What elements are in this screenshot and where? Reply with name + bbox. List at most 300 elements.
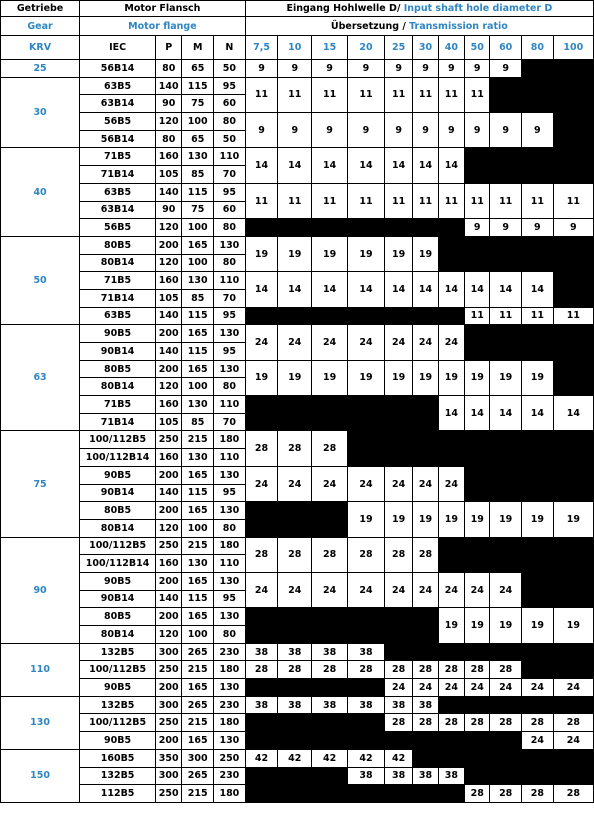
shaft-diameter-cell: 14 (348, 148, 385, 183)
table-row (1, 431, 594, 449)
flange-n: 130 (214, 325, 246, 343)
not-available-cell (245, 732, 278, 750)
shaft-diameter-cell: 28 (465, 661, 490, 679)
shaft-diameter-cell: 14 (553, 396, 593, 431)
not-available-cell (553, 767, 593, 785)
not-available-cell (438, 236, 464, 271)
not-available-cell (245, 396, 278, 431)
not-available-cell (348, 431, 385, 466)
not-available-cell (465, 732, 490, 750)
shaft-diameter-cell: 24 (278, 572, 312, 607)
not-available-cell (312, 714, 348, 732)
not-available-cell (465, 749, 490, 767)
not-available-cell (490, 749, 522, 767)
shaft-diameter-cell: 38 (278, 643, 312, 661)
shaft-diameter-cell: 14 (438, 148, 464, 183)
header-ratio: 60 (490, 36, 522, 60)
flange-iec: 63B5 (80, 183, 156, 201)
flange-m: 100 (182, 113, 214, 131)
not-available-cell (348, 714, 385, 732)
shaft-diameter-cell: 24 (278, 466, 312, 501)
flange-m: 75 (182, 95, 214, 113)
header-input-shaft-en: Input shaft hole diameter D (403, 3, 553, 14)
flange-iec: 71B5 (80, 396, 156, 414)
shaft-diameter-cell: 19 (278, 360, 312, 395)
shaft-diameter-cell: 19 (384, 236, 412, 271)
flange-n: 60 (214, 201, 246, 219)
not-available-cell (553, 236, 593, 271)
shaft-diameter-cell: 9 (465, 219, 490, 237)
not-available-cell (348, 732, 385, 750)
shaft-diameter-cell: 19 (348, 236, 385, 271)
flange-m: 85 (182, 166, 214, 184)
flange-p: 160 (156, 272, 182, 290)
shaft-diameter-cell: 38 (438, 767, 464, 785)
flange-iec: 90B14 (80, 343, 156, 361)
header-ratio: 20 (348, 36, 385, 60)
flange-p: 80 (156, 60, 182, 78)
header-motor-flansch: Motor Flansch (80, 1, 246, 17)
flange-n: 95 (214, 343, 246, 361)
flange-m: 215 (182, 537, 214, 555)
flange-n: 130 (214, 466, 246, 484)
shaft-diameter-cell: 19 (245, 360, 278, 395)
shaft-diameter-cell: 42 (245, 749, 278, 767)
flange-n: 130 (214, 608, 246, 626)
not-available-cell (490, 466, 522, 501)
shaft-diameter-cell: 28 (490, 661, 522, 679)
shaft-diameter-cell: 24 (348, 466, 385, 501)
not-available-cell (278, 396, 312, 431)
not-available-cell (438, 749, 464, 767)
flange-iec: 90B5 (80, 325, 156, 343)
not-available-cell (348, 219, 385, 237)
not-available-cell (312, 785, 348, 803)
shaft-diameter-cell: 19 (465, 502, 490, 537)
shaft-diameter-cell: 24 (490, 679, 522, 697)
flange-m: 165 (182, 466, 214, 484)
gear-size: 110 (1, 643, 80, 696)
table-row (1, 77, 594, 95)
not-available-cell (384, 396, 412, 431)
shaft-diameter-cell: 11 (384, 77, 412, 112)
flange-m: 85 (182, 413, 214, 431)
not-available-cell (553, 272, 593, 307)
flange-p: 140 (156, 307, 182, 325)
shaft-diameter-cell: 19 (438, 360, 464, 395)
not-available-cell (312, 219, 348, 237)
flange-iec: 90B5 (80, 466, 156, 484)
not-available-cell (384, 307, 412, 325)
flange-p: 120 (156, 626, 182, 644)
not-available-cell (522, 643, 554, 661)
not-available-cell (465, 325, 490, 360)
flange-iec: 100/112B5 (80, 661, 156, 679)
flange-iec: 71B5 (80, 272, 156, 290)
shaft-diameter-cell: 24 (348, 572, 385, 607)
flange-p: 160 (156, 449, 182, 467)
flange-m: 115 (182, 77, 214, 95)
flange-m: 130 (182, 272, 214, 290)
flange-p: 120 (156, 219, 182, 237)
shaft-diameter-cell: 19 (348, 502, 385, 537)
gear-size: 63 (1, 325, 80, 431)
shaft-diameter-cell: 19 (522, 502, 554, 537)
not-available-cell (384, 219, 412, 237)
shaft-diameter-cell: 28 (245, 431, 278, 466)
not-available-cell (413, 643, 438, 661)
gear-size: 75 (1, 431, 80, 537)
flange-p: 140 (156, 343, 182, 361)
table-row (1, 714, 594, 732)
shaft-diameter-cell: 11 (278, 183, 312, 218)
not-available-cell (465, 696, 490, 714)
shaft-diameter-cell: 9 (438, 60, 464, 78)
flange-iec: 71B5 (80, 148, 156, 166)
shaft-diameter-cell: 19 (438, 608, 464, 643)
flange-n: 180 (214, 431, 246, 449)
flange-p: 140 (156, 183, 182, 201)
not-available-cell (384, 732, 412, 750)
flange-n: 180 (214, 714, 246, 732)
shaft-diameter-cell: 24 (245, 466, 278, 501)
shaft-diameter-cell: 9 (348, 113, 385, 148)
header-col-m: M (182, 36, 214, 60)
not-available-cell (245, 679, 278, 697)
shaft-diameter-cell: 11 (348, 77, 385, 112)
not-available-cell (438, 732, 464, 750)
shaft-diameter-cell: 28 (413, 714, 438, 732)
shaft-diameter-cell: 28 (553, 714, 593, 732)
flange-n: 50 (214, 130, 246, 148)
shaft-diameter-cell: 19 (384, 502, 412, 537)
flange-m: 100 (182, 519, 214, 537)
flange-n: 130 (214, 502, 246, 520)
shaft-diameter-cell: 24 (438, 572, 464, 607)
flange-m: 85 (182, 289, 214, 307)
shaft-diameter-cell: 14 (245, 148, 278, 183)
header-transmission-ratio-en: Transmission ratio (409, 20, 508, 32)
table-row (1, 537, 594, 555)
header-krv: KRV (1, 36, 80, 60)
shaft-diameter-cell: 19 (490, 608, 522, 643)
shaft-diameter-cell: 19 (490, 502, 522, 537)
flange-n: 180 (214, 661, 246, 679)
not-available-cell (245, 307, 278, 325)
flange-n: 80 (214, 113, 246, 131)
flange-p: 200 (156, 572, 182, 590)
gear-size: 150 (1, 749, 80, 802)
shaft-diameter-cell: 24 (413, 466, 438, 501)
flange-m: 165 (182, 572, 214, 590)
flange-p: 105 (156, 289, 182, 307)
flange-p: 300 (156, 643, 182, 661)
shaft-diameter-cell: 42 (312, 749, 348, 767)
flange-n: 110 (214, 148, 246, 166)
shaft-diameter-cell: 28 (348, 537, 385, 572)
flange-m: 165 (182, 236, 214, 254)
shaft-diameter-cell: 24 (348, 325, 385, 360)
shaft-diameter-cell: 19 (384, 360, 412, 395)
flange-iec: 80B14 (80, 254, 156, 272)
table-row (1, 272, 594, 290)
flange-m: 165 (182, 732, 214, 750)
shaft-diameter-cell: 19 (413, 360, 438, 395)
shaft-diameter-cell: 24 (522, 732, 554, 750)
shaft-diameter-cell: 19 (438, 502, 464, 537)
shaft-diameter-cell: 42 (348, 749, 385, 767)
shaft-diameter-cell: 38 (413, 696, 438, 714)
flange-p: 200 (156, 732, 182, 750)
gear-size: 50 (1, 236, 80, 324)
header-col-p: P (156, 36, 182, 60)
flange-iec: 100/112B5 (80, 431, 156, 449)
table-row (1, 643, 594, 661)
not-available-cell (438, 537, 464, 572)
flange-p: 140 (156, 484, 182, 502)
flange-p: 250 (156, 785, 182, 803)
table-row (1, 572, 594, 590)
not-available-cell (465, 466, 490, 501)
shaft-diameter-cell: 28 (438, 714, 464, 732)
flange-n: 110 (214, 555, 246, 573)
flange-m: 115 (182, 183, 214, 201)
flange-p: 90 (156, 201, 182, 219)
not-available-cell (413, 732, 438, 750)
table-row (1, 219, 594, 237)
shaft-diameter-cell: 9 (312, 60, 348, 78)
header-ratio: 100 (553, 36, 593, 60)
not-available-cell (384, 608, 412, 643)
flange-m: 215 (182, 785, 214, 803)
header-ratio: 7,5 (245, 36, 278, 60)
shaft-diameter-cell: 24 (312, 466, 348, 501)
not-available-cell (522, 767, 554, 785)
flange-m: 165 (182, 502, 214, 520)
not-available-cell (553, 360, 593, 395)
shaft-diameter-cell: 38 (312, 696, 348, 714)
table-row (1, 785, 594, 803)
header-input-shaft-de: Eingang Hohlwelle D/ (286, 3, 404, 14)
not-available-cell (245, 714, 278, 732)
shaft-diameter-cell: 28 (465, 714, 490, 732)
shaft-diameter-cell: 11 (245, 77, 278, 112)
table-row (1, 502, 594, 520)
shaft-diameter-cell: 28 (522, 714, 554, 732)
flange-p: 350 (156, 749, 182, 767)
shaft-diameter-cell: 19 (312, 360, 348, 395)
shaft-diameter-cell: 38 (312, 643, 348, 661)
shaft-diameter-cell: 9 (522, 219, 554, 237)
header-transmission-ratio (245, 17, 593, 36)
not-available-cell (522, 148, 554, 183)
shaft-diameter-cell: 11 (312, 77, 348, 112)
flange-m: 215 (182, 431, 214, 449)
flange-iec: 100/112B14 (80, 555, 156, 573)
flange-iec: 71B14 (80, 289, 156, 307)
flange-iec: 160B5 (80, 749, 156, 767)
not-available-cell (413, 307, 438, 325)
shaft-diameter-cell: 28 (278, 537, 312, 572)
shaft-diameter-cell: 19 (465, 360, 490, 395)
table-row (1, 608, 594, 626)
flange-m: 130 (182, 396, 214, 414)
not-available-cell (348, 679, 385, 697)
not-available-cell (245, 608, 278, 643)
flange-p: 105 (156, 413, 182, 431)
flange-n: 80 (214, 519, 246, 537)
flange-n: 80 (214, 378, 246, 396)
flange-m: 300 (182, 749, 214, 767)
not-available-cell (522, 325, 554, 360)
flange-iec: 80B5 (80, 236, 156, 254)
shaft-diameter-cell: 24 (465, 679, 490, 697)
shaft-diameter-cell: 14 (490, 396, 522, 431)
flange-iec: 100/112B5 (80, 537, 156, 555)
shaft-diameter-cell: 24 (245, 572, 278, 607)
not-available-cell (312, 307, 348, 325)
flange-n: 70 (214, 289, 246, 307)
shaft-diameter-cell: 28 (278, 431, 312, 466)
flange-n: 95 (214, 77, 246, 95)
shaft-diameter-cell: 38 (278, 696, 312, 714)
header-ratio: 25 (384, 36, 412, 60)
table-row (1, 749, 594, 767)
shaft-diameter-cell: 14 (413, 272, 438, 307)
flange-n: 110 (214, 272, 246, 290)
shaft-diameter-cell: 14 (245, 272, 278, 307)
not-available-cell (465, 537, 490, 572)
flange-m: 215 (182, 714, 214, 732)
table-row (1, 148, 594, 166)
not-available-cell (522, 572, 554, 607)
not-available-cell (278, 785, 312, 803)
shaft-diameter-cell: 9 (553, 219, 593, 237)
flange-p: 200 (156, 236, 182, 254)
shaft-diameter-cell: 9 (245, 113, 278, 148)
table-row (1, 183, 594, 201)
not-available-cell (465, 643, 490, 661)
shaft-diameter-cell: 14 (384, 148, 412, 183)
flange-n: 230 (214, 767, 246, 785)
flange-m: 100 (182, 254, 214, 272)
not-available-cell (553, 749, 593, 767)
shaft-diameter-cell: 19 (522, 608, 554, 643)
shaft-diameter-cell: 14 (522, 272, 554, 307)
not-available-cell (278, 307, 312, 325)
table-row (1, 360, 594, 378)
flange-n: 70 (214, 166, 246, 184)
gear-size: 30 (1, 77, 80, 148)
shaft-diameter-cell: 38 (245, 643, 278, 661)
header-ratio: 30 (413, 36, 438, 60)
flange-p: 200 (156, 679, 182, 697)
shaft-diameter-cell: 19 (413, 236, 438, 271)
not-available-cell (522, 466, 554, 501)
shaft-diameter-cell: 9 (278, 60, 312, 78)
flange-m: 115 (182, 484, 214, 502)
flange-p: 140 (156, 590, 182, 608)
header-col-n: N (214, 36, 246, 60)
table-row (1, 696, 594, 714)
flange-m: 215 (182, 661, 214, 679)
flange-m: 100 (182, 219, 214, 237)
flange-iec: 63B14 (80, 201, 156, 219)
shaft-diameter-cell: 28 (465, 785, 490, 803)
shaft-diameter-cell: 38 (348, 696, 385, 714)
shaft-diameter-cell: 28 (312, 431, 348, 466)
flange-iec: 56B5 (80, 219, 156, 237)
shaft-diameter-cell: 11 (438, 183, 464, 218)
shaft-diameter-cell: 11 (553, 183, 593, 218)
flange-iec: 71B14 (80, 413, 156, 431)
flange-iec: 80B14 (80, 378, 156, 396)
shaft-diameter-cell: 14 (465, 396, 490, 431)
flange-iec: 90B5 (80, 679, 156, 697)
flange-iec: 56B14 (80, 60, 156, 78)
table-row (1, 325, 594, 343)
not-available-cell (490, 537, 522, 572)
flange-iec: 100/112B14 (80, 449, 156, 467)
shaft-diameter-cell: 24 (438, 325, 464, 360)
shaft-diameter-cell: 24 (384, 679, 412, 697)
gear-size: 90 (1, 537, 80, 643)
flange-n: 180 (214, 537, 246, 555)
not-available-cell (553, 696, 593, 714)
flange-n: 95 (214, 307, 246, 325)
not-available-cell (522, 431, 554, 466)
shaft-diameter-cell: 24 (553, 679, 593, 697)
flange-n: 95 (214, 183, 246, 201)
not-available-cell (465, 431, 490, 466)
shaft-diameter-cell: 28 (384, 661, 412, 679)
not-available-cell (553, 466, 593, 501)
shaft-diameter-cell: 24 (413, 325, 438, 360)
flange-n: 230 (214, 696, 246, 714)
shaft-diameter-cell: 9 (312, 113, 348, 148)
flange-m: 65 (182, 130, 214, 148)
shaft-diameter-cell: 38 (348, 767, 385, 785)
shaft-diameter-cell: 28 (384, 537, 412, 572)
shaft-diameter-cell: 14 (465, 272, 490, 307)
not-available-cell (490, 431, 522, 466)
not-available-cell (553, 148, 593, 183)
shaft-diameter-cell: 14 (490, 272, 522, 307)
flange-p: 90 (156, 95, 182, 113)
shaft-diameter-cell: 28 (413, 537, 438, 572)
flange-n: 130 (214, 679, 246, 697)
flange-p: 105 (156, 166, 182, 184)
flange-n: 60 (214, 95, 246, 113)
flange-n: 95 (214, 484, 246, 502)
shaft-diameter-cell: 24 (490, 572, 522, 607)
shaft-diameter-cell: 24 (245, 325, 278, 360)
not-available-cell (490, 148, 522, 183)
shaft-diameter-cell: 28 (553, 785, 593, 803)
shaft-diameter-cell: 9 (413, 60, 438, 78)
shaft-diameter-cell: 28 (438, 661, 464, 679)
shaft-diameter-cell: 9 (348, 60, 385, 78)
not-available-cell (413, 785, 438, 803)
shaft-diameter-cell: 9 (465, 113, 490, 148)
table-row (1, 679, 594, 697)
shaft-diameter-cell: 9 (384, 113, 412, 148)
shaft-diameter-cell: 19 (465, 608, 490, 643)
flange-n: 50 (214, 60, 246, 78)
flange-p: 140 (156, 77, 182, 95)
shaft-diameter-cell: 28 (522, 785, 554, 803)
shaft-diameter-cell: 9 (245, 60, 278, 78)
